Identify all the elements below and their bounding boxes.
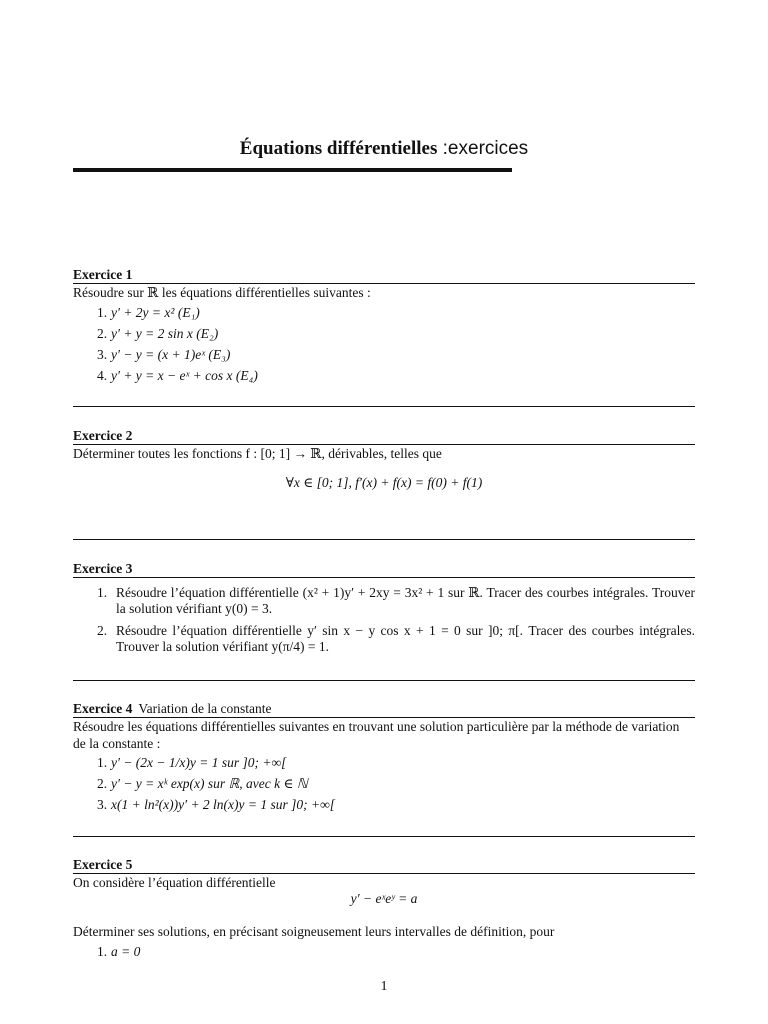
list-item: 2. Résoudre l’équation différentielle y′ sin x − y cos x + 1 = 0 sur ]0; π[. Tracer des courbes intégrales. Trouver la solution vérifiant y(π/4) = 1. — [97, 623, 695, 654]
list-item: 3. y′ − y = (x + 1)eˣ (E₃) — [97, 347, 231, 362]
formula: ∀x ∈ [0; 1], f′(x) + f(x) = f(0) + f(1) — [285, 475, 483, 490]
exercise-intro: On considère l’équation différentielle — [73, 875, 276, 890]
exercise-1 — [73, 267, 695, 389]
exercise-heading: Exercice 4 Variation de la constante — [73, 701, 695, 718]
equation-list — [73, 755, 695, 813]
section-divider — [73, 680, 695, 681]
exercise-intro: Résoudre sur ℝ les équations différentielles suivantes : — [73, 285, 371, 300]
section-divider — [73, 539, 695, 540]
exercise-heading: Exercice 1 — [73, 267, 695, 284]
list-item: 2. y′ + y = 2 sin x (E₂) — [97, 326, 219, 341]
exercise-intro: Déterminer toutes les fonctions f : [0; 1] → ℝ, dérivables, telles que — [73, 446, 442, 461]
exercise-subtitle: Variation de la constante — [138, 701, 272, 716]
title-rule — [73, 168, 512, 172]
list-item: 2. y′ − y = xᵏ exp(x) sur ℝ, avec k ∈ ℕ — [97, 776, 308, 791]
list-item: 1. Résoudre l’équation différentielle (x² + 1)y′ + 2xy = 3x² + 1 sur ℝ. Tracer des courbes intégrales. Trouver la solution vérifiant y(0) = 3. — [97, 585, 695, 616]
equation-list — [73, 305, 695, 384]
formula: y′ − eˣeʸ = a — [350, 891, 418, 906]
page-title — [0, 138, 768, 160]
list-item: 1. a = 0 — [97, 944, 141, 959]
exercise-text: Déterminer ses solutions, en précisant soigneusement leurs intervalles de définition, pour — [73, 924, 555, 939]
list-item: 4. y′ + y = x − eˣ + cos x (E₄) — [97, 368, 258, 383]
exercise-heading: Exercice 5 — [73, 857, 695, 874]
exercise-3 — [73, 561, 695, 661]
exercise-5 — [73, 857, 695, 965]
section-divider — [73, 406, 695, 407]
exercise-4 — [73, 701, 695, 818]
exercise-intro: Résoudre les équations différentielles suivantes en trouvant une solution particulière par la méthode de variation de la constante : — [73, 719, 680, 751]
question-list — [73, 585, 695, 655]
list-item: 3. x(1 + ln²(x))y′ + 2 ln(x)y = 1 sur ]0; +∞[ — [97, 797, 336, 812]
exercise-heading: Exercice 2 — [73, 428, 695, 445]
list-item: 1. y′ − (2x − 1/x)y = 1 sur ]0; +∞[ — [97, 755, 287, 770]
equation-list — [73, 944, 695, 960]
title-main: Équations différentielles — [239, 138, 438, 159]
page-number: 1 — [380, 979, 388, 994]
exercise-2 — [73, 428, 695, 491]
exercise-heading: Exercice 3 — [73, 561, 695, 578]
title-suffix: :exercices — [437, 138, 529, 159]
list-item: 1. y′ + 2y = x² (E₁) — [97, 305, 200, 320]
section-divider — [73, 836, 695, 837]
